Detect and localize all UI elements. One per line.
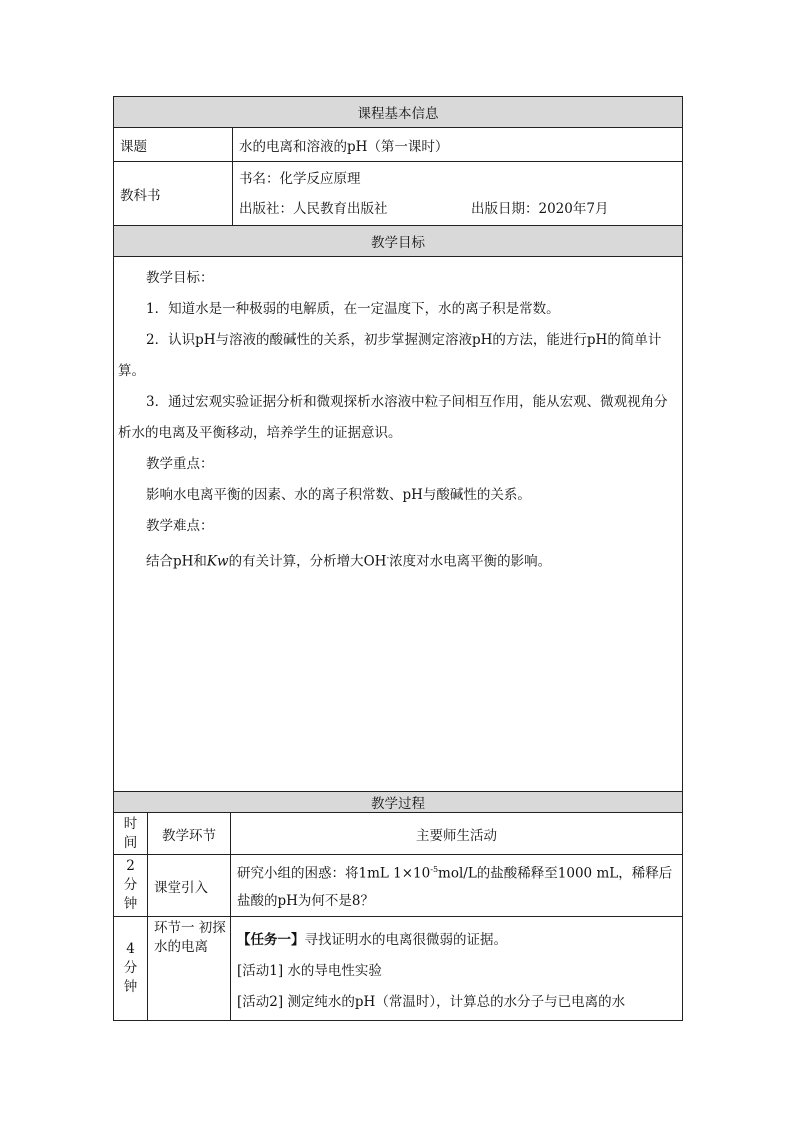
difficult-points-label: 教学难点： — [146, 518, 214, 534]
col-time-header: 时间 — [114, 813, 148, 855]
task-text: 寻找证明水的电离很微弱的证据。 — [304, 932, 507, 948]
objectives-intro: 教学目标： — [146, 270, 214, 286]
difficult-points-text: 结合pH和Kw的有关计算，分析增大OH-浓度对水电离平衡的影响。 — [146, 553, 552, 570]
topic-value: 水的电离和溶液的pH（第一课时） — [233, 128, 683, 162]
row2-stage: 环节一 初探水的电离 — [148, 917, 231, 1021]
task-tag: 【任务一】 — [237, 932, 305, 948]
col-activity-header: 主要师生活动 — [231, 813, 683, 855]
objective-item-1: 1．知道水是一种极弱的电解质，在一定温度下，水的离子积是常数。 — [146, 301, 560, 317]
textbook-label: 教科书 — [114, 162, 233, 226]
publication-date: 出版日期：2020年7月 — [471, 200, 609, 217]
process-header: 教学过程 — [114, 792, 683, 813]
row1-time: 2 分 钟 — [114, 855, 148, 917]
row1-stage: 课堂引入 — [148, 855, 231, 917]
publisher: 出版社：人民教育出版社 — [239, 200, 388, 217]
objective-item-3: 3．通过宏观实验证据分析和微观探析水溶液中粒子间相互作用，能从宏观、微观视角分析水的电离及平衡移动，培养学生的证据意识。 — [118, 394, 668, 441]
kw-symbol: Kw — [206, 553, 229, 570]
col-stage-header: 教学环节 — [148, 813, 231, 855]
key-points-text: 影响水电离平衡的因素、水的离子积常数、pH与酸碱性的关系。 — [146, 487, 531, 503]
activity-1: [活动1] 水的导电性实验 — [237, 963, 382, 979]
course-table — [113, 96, 683, 1021]
key-points-label: 教学重点： — [146, 456, 214, 472]
objectives-header: 教学目标 — [114, 226, 683, 257]
activity-2: [活动2] 测定纯水的pH（常温时），计算总的水分子与已电离的水 — [237, 994, 626, 1010]
textbook-info — [233, 162, 683, 226]
row1-activity: 研究小组的困惑：将1mL $1\times 10^{-5}mol/L$的盐酸稀释至1000 mL，稀释后盐酸的pH为何不是8？ — [231, 855, 683, 917]
basic-info-header: 课程基本信息 — [114, 97, 683, 128]
row2-activity — [231, 917, 683, 1021]
topic-label: 课题 — [114, 128, 233, 162]
publisher-line — [239, 194, 682, 224]
row2-time: 4 分 钟 — [114, 917, 148, 1021]
objective-item-2: 2．认识pH与溶液的酸碱性的关系，初步掌握测定溶液pH的方法，能进行pH的简单计算。 — [118, 332, 662, 379]
objectives-body — [114, 257, 683, 792]
book-name: 书名：化学反应原理 — [239, 170, 361, 187]
